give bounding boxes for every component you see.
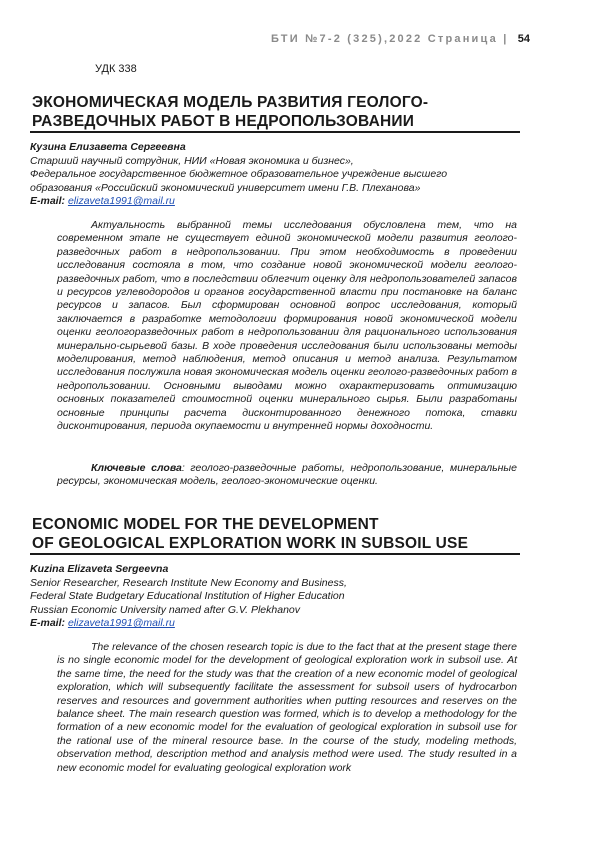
en-email-row	[30, 617, 550, 631]
ru-author-name: Кузина Елизавета Сергеевна	[30, 141, 186, 153]
ru-affiliation-line: образования «Российский экономический университет имени Г.В. Плеханова»	[30, 181, 421, 194]
ru-affiliation-line: Федеральное государственное бюджетное образовательное учреждение высшего	[30, 168, 448, 180]
ru-keywords-text: : геолого-разведочные работы, недропользование, минеральные ресурсы, экономическая модель, геолого-экономические оценки.	[57, 462, 517, 488]
en-author-name: Kuzina Elizaveta Sergeevna	[30, 563, 169, 575]
en-email-label: E-mail:	[30, 617, 66, 629]
en-affiliation-line: Senior Researcher, Research Institute New Economy and Business,	[30, 576, 347, 589]
en-affiliation-line: Federal State Budgetary Educational Institution of Higher Education	[30, 590, 345, 602]
running-header: БТИ №7-2 (325),2022 Страница | 54	[270, 33, 530, 45]
ru-affiliation-line: Старший научный сотрудник, НИИ «Новая экономика и бизнес»,	[30, 154, 354, 167]
running-title: БТИ №7-2 (325),2022 Страница	[270, 33, 498, 45]
en-email-link[interactable]: elizaveta1991@mail.ru	[67, 617, 175, 629]
en-title-rule	[30, 553, 520, 555]
en-title	[32, 515, 522, 553]
ru-email-link[interactable]: elizaveta1991@mail.ru	[67, 195, 175, 207]
en-abstract: The relevance of the chosen research topic is due to the fact that at the present stage there is no single economic model for the development of geological exploration work in subsoil use. At the same time, the need for the study was that the creation of a new economic model of geological exploration, which will subsequently facilitate the assessment for subsoil users of hydrocarbon reserves and resources and government authorities when putting resources and reserves on the balance sheet. The main research question was formed, which is to develop a methodology for the formation of a new economic model for the evaluation of geological exploration in subsoil use for the rational use of the mineral resource base. In the course of the study, modeling methods, observation method, description method and analysis method were used. The study resulted in a new economic model for evaluating geological exploration work	[57, 641, 517, 774]
en-author-block	[30, 563, 550, 631]
en-title-line: OF GEOLOGICAL EXPLORATION WORK IN SUBSOIL USE	[32, 535, 469, 552]
ru-email-row	[30, 195, 550, 209]
en-title-line: ECONOMIC MODEL FOR THE DEVELOPMENT	[32, 516, 379, 533]
ru-email-label: E-mail:	[30, 195, 66, 207]
ru-title-rule	[30, 131, 520, 133]
udk-code: УДК 338	[95, 63, 137, 75]
ru-keywords	[57, 462, 517, 489]
ru-keywords-label: Ключевые слова	[91, 462, 182, 474]
ru-title: ЭКОНОМИЧЕСКАЯ МОДЕЛЬ РАЗВИТИЯ ГЕОЛОГО-РАЗВЕДОЧНЫХ РАБОТ В НЕДРОПОЛЬЗОВАНИИ	[32, 94, 429, 130]
page-number: 54	[517, 33, 530, 45]
en-affiliation-line: Russian Economic University named after G.V. Plekhanov	[30, 603, 301, 616]
ru-author-block	[30, 141, 550, 209]
ru-abstract: Актуальность выбранной темы исследования обусловлена тем, что на современном этапе не существует единой экономической модели развития геолого-разведочных работ в недропользовании. При этом необходимость в проведении исследования состояла в том, что создание новой экономической модели геолого-разведочных работ, что в последствии облегчит оценку для недропользователей запасов и ресурсов углеводородов и органов государственной власти при постановке на баланс ресурсов и запасов. Был сформирован основной вопрос исследования, который заключается в разработке методологии формирования новой экономической модели оценки геологоразведочных работ в недропользовании для рационального использования минерально-сырьевой базы. В ходе проведения исследования были использованы методы моделирования, метод наблюдения, метод описания и метод анализа. Результатом исследования послужила новая экономическая модель оценки геолого-разведочных работ в недропользовании. Основными выводами можно охарактеризовать оптимизацию основных показателей стоимостной оценки минерального сырья. Были разработаны основные принципы расчета дисконтированного денежного потока, ставки дисконтирования, периода окупаемости и внутренней нормы доходности.	[57, 219, 517, 433]
